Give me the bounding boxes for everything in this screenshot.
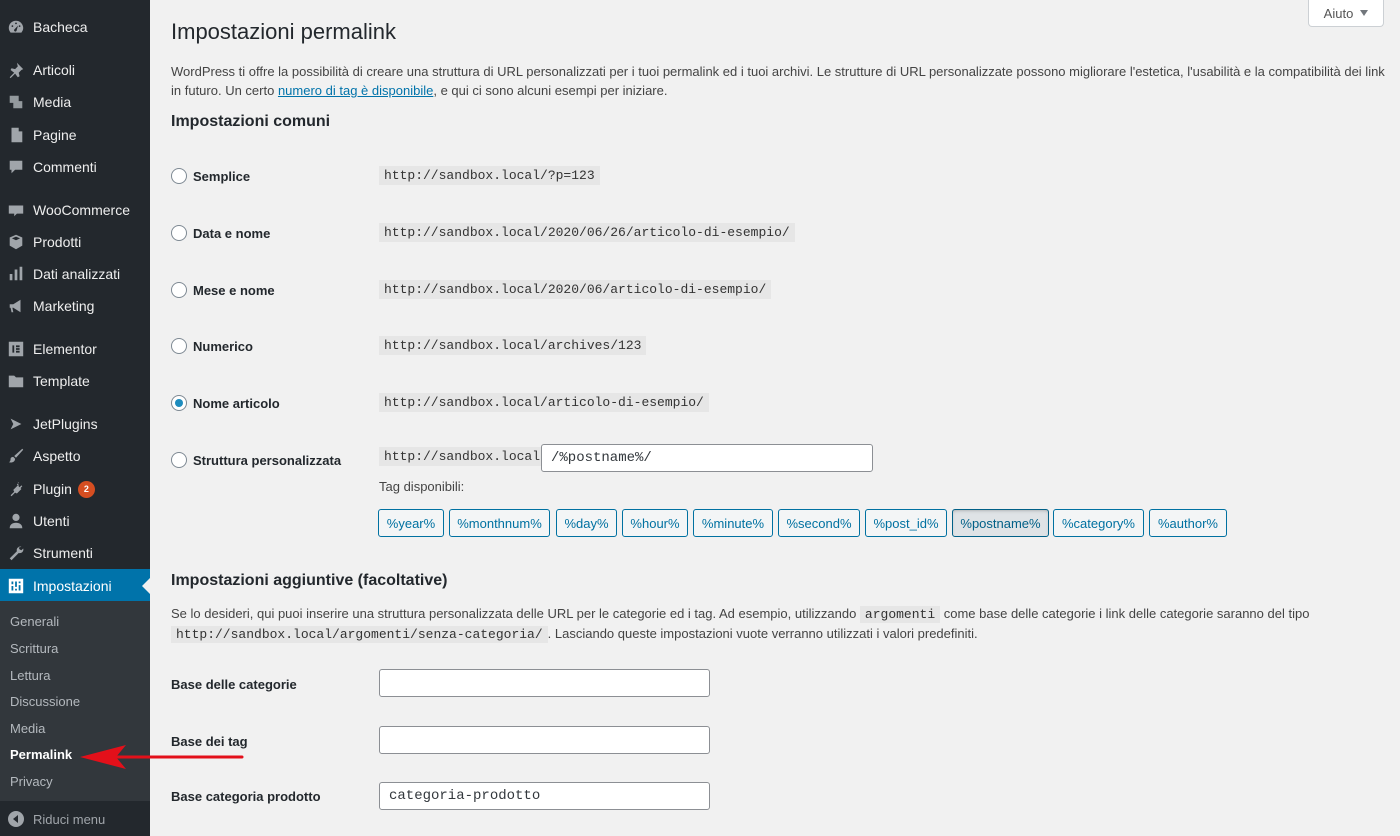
radio-numerico[interactable] bbox=[171, 338, 187, 354]
submenu-discussione[interactable]: Discussione bbox=[10, 694, 81, 709]
menu-item-pagine[interactable] bbox=[0, 119, 150, 151]
menu-label: Dati analizzati bbox=[33, 266, 121, 282]
megaphone-icon bbox=[7, 297, 25, 315]
collapse-menu-button[interactable] bbox=[0, 802, 150, 836]
menu-item-impostazioni[interactable] bbox=[0, 569, 150, 602]
submenu-lettura[interactable]: Lettura bbox=[10, 668, 51, 683]
available-tags-label: Tag disponibili: bbox=[379, 479, 465, 494]
menu-item-bacheca[interactable] bbox=[0, 11, 150, 43]
menu-label: Utenti bbox=[33, 513, 70, 529]
menu-item-woocommerce[interactable] bbox=[0, 194, 150, 226]
jetplugins-icon bbox=[7, 415, 25, 433]
menu-label: Aspetto bbox=[33, 448, 81, 464]
brush-icon bbox=[7, 447, 25, 465]
optional-settings-title: Impostazioni aggiuntive (facoltative) bbox=[171, 572, 448, 589]
category-base-label: Base delle categorie bbox=[171, 677, 297, 692]
tag-button-year[interactable]: %year% bbox=[378, 509, 444, 537]
collapse-arrow-icon bbox=[8, 811, 24, 827]
active-menu-pointer bbox=[142, 578, 150, 594]
menu-label: Bacheca bbox=[33, 19, 88, 35]
radio-struttura-personalizzata[interactable] bbox=[171, 452, 187, 468]
intro-text-part2: , e qui ci sono alcuni esempi per iniziare. bbox=[433, 83, 668, 98]
custom-structure-prefix: http://sandbox.local bbox=[379, 447, 545, 466]
tag-button-post-id[interactable]: %post_id% bbox=[865, 509, 947, 537]
option-label: Semplice bbox=[193, 168, 251, 184]
menu-item-media[interactable] bbox=[0, 86, 150, 118]
menu-label: JetPlugins bbox=[33, 416, 98, 432]
option-row-struttura-personalizzata bbox=[171, 448, 342, 472]
option-row-nome-articolo bbox=[171, 391, 280, 415]
menu-label: Pagine bbox=[33, 127, 77, 143]
code-argomenti: argomenti bbox=[860, 606, 940, 623]
radio-data-e-nome[interactable] bbox=[171, 225, 187, 241]
option-row-semplice bbox=[171, 164, 251, 188]
caret-down-icon bbox=[1360, 10, 1368, 16]
tag-button-monthnum[interactable]: %monthnum% bbox=[449, 509, 550, 537]
box-icon bbox=[7, 233, 25, 251]
submenu-privacy[interactable]: Privacy bbox=[10, 774, 53, 789]
tag-button-day[interactable]: %day% bbox=[556, 509, 617, 537]
intro-text-part1: WordPress ti offre la possibilità di creare una struttura di URL personalizzati per i tuoi permalink ed i tuoi archivi. Le strutture di URL personalizzate possono migliorare l'estetica, l'usabilità e la compatibilità dei link in futuro. Un certo bbox=[171, 64, 1385, 98]
option-label: Mese e nome bbox=[193, 282, 275, 298]
menu-label: Strumenti bbox=[33, 545, 93, 561]
option-row-numerico bbox=[171, 334, 253, 358]
comment-icon bbox=[7, 158, 25, 176]
menu-item-elementor[interactable] bbox=[0, 333, 150, 365]
menu-item-jetplugins[interactable] bbox=[0, 408, 150, 440]
page-title: Impostazioni permalink bbox=[171, 19, 396, 44]
option-row-mese-e-nome bbox=[171, 278, 275, 302]
menu-item-dati-analizzati[interactable] bbox=[0, 258, 150, 290]
submenu-generali[interactable]: Generali bbox=[10, 614, 60, 629]
menu-item-commenti[interactable] bbox=[0, 151, 150, 183]
option-label: Struttura personalizzata bbox=[193, 452, 342, 468]
menu-label: Impostazioni bbox=[33, 577, 112, 594]
menu-label: Media bbox=[33, 94, 72, 110]
example-url: http://sandbox.local/articolo-di-esempio/ bbox=[379, 393, 709, 412]
tag-button-category[interactable]: %category% bbox=[1053, 509, 1144, 537]
available-tags-link[interactable]: numero di tag è disponibile bbox=[277, 83, 434, 98]
woocommerce-icon bbox=[7, 201, 25, 219]
menu-item-strumenti[interactable] bbox=[0, 537, 150, 569]
menu-label: Template bbox=[33, 373, 90, 389]
example-url: http://sandbox.local/archives/123 bbox=[379, 336, 646, 355]
radio-nome-articolo[interactable] bbox=[171, 395, 187, 411]
menu-label: Plugin bbox=[33, 481, 72, 497]
menu-item-articoli[interactable] bbox=[0, 54, 150, 86]
example-url: http://sandbox.local/2020/06/articolo-di-esempio/ bbox=[379, 280, 771, 299]
bar-chart-icon bbox=[7, 265, 25, 283]
help-tab-button[interactable] bbox=[1308, 0, 1384, 27]
option-label: Numerico bbox=[193, 338, 253, 354]
tag-base-input[interactable] bbox=[379, 726, 710, 754]
admin-sidebar bbox=[0, 0, 150, 836]
menu-label: Marketing bbox=[33, 298, 95, 314]
menu-label: Elementor bbox=[33, 341, 97, 357]
menu-label: Commenti bbox=[33, 159, 97, 175]
product-category-base-label: Base categoria prodotto bbox=[171, 789, 321, 804]
help-label: Aiuto bbox=[1323, 5, 1354, 21]
tag-button-minute[interactable]: %minute% bbox=[693, 509, 773, 537]
desc-part3: . Lasciando queste impostazioni vuote verranno utilizzati i valori predefiniti. bbox=[547, 626, 978, 641]
tag-button-hour[interactable]: %hour% bbox=[622, 509, 688, 537]
desc-part2: come base delle categorie i link delle categorie saranno del tipo bbox=[940, 606, 1310, 621]
desc-part1: Se lo desideri, qui puoi inserire una struttura personalizzata delle URL per le categorie ed i tag. Ad esempio, utilizzando bbox=[171, 606, 860, 621]
folder-icon bbox=[7, 372, 25, 390]
product-category-base-input[interactable]: categoria-prodotto bbox=[379, 782, 710, 810]
menu-item-marketing[interactable] bbox=[0, 290, 150, 322]
menu-item-template[interactable] bbox=[0, 365, 150, 397]
collapse-label: Riduci menu bbox=[33, 811, 106, 827]
option-row-data-e-nome bbox=[171, 221, 271, 245]
user-icon bbox=[7, 512, 25, 530]
menu-label: Articoli bbox=[33, 62, 76, 78]
wrench-icon bbox=[7, 544, 25, 562]
settings-icon bbox=[7, 577, 25, 595]
submenu-permalink[interactable]: Permalink bbox=[10, 747, 73, 762]
code-example-url: http://sandbox.local/argomenti/senza-categoria/ bbox=[171, 626, 548, 643]
submenu-scrittura[interactable]: Scrittura bbox=[10, 641, 59, 656]
radio-mese-e-nome[interactable] bbox=[171, 282, 187, 298]
submenu-media[interactable]: Media bbox=[10, 721, 46, 736]
intro-text bbox=[171, 62, 1386, 100]
menu-label: Prodotti bbox=[33, 234, 82, 250]
main-content bbox=[150, 0, 1400, 836]
tag-button-author[interactable]: %author% bbox=[1149, 509, 1227, 537]
tag-base-label: Base dei tag bbox=[171, 734, 248, 749]
menu-item-aspetto[interactable] bbox=[0, 440, 150, 472]
plugin-icon bbox=[7, 480, 25, 498]
menu-item-utenti[interactable] bbox=[0, 505, 150, 537]
menu-item-plugin[interactable] bbox=[0, 473, 150, 505]
page-icon bbox=[7, 126, 25, 144]
option-label: Data e nome bbox=[193, 225, 271, 241]
option-label: Nome articolo bbox=[193, 395, 280, 411]
media-icon bbox=[7, 93, 25, 111]
pin-icon bbox=[7, 61, 25, 79]
menu-label: WooCommerce bbox=[33, 202, 130, 218]
custom-structure-input[interactable]: /%postname%/ bbox=[541, 444, 873, 472]
radio-semplice[interactable] bbox=[171, 168, 187, 184]
elementor-icon bbox=[7, 340, 25, 358]
dashboard-icon bbox=[7, 18, 25, 36]
tag-button-second[interactable]: %second% bbox=[778, 509, 860, 537]
example-url: http://sandbox.local/2020/06/26/articolo-di-esempio/ bbox=[379, 223, 795, 242]
category-base-input[interactable] bbox=[379, 669, 710, 697]
update-count-badge: 2 bbox=[78, 481, 95, 498]
example-url: http://sandbox.local/?p=123 bbox=[379, 166, 600, 185]
tag-button-postname[interactable]: %postname% bbox=[952, 509, 1049, 537]
optional-settings-description bbox=[171, 604, 1386, 644]
common-settings-title: Impostazioni comuni bbox=[171, 113, 331, 130]
menu-item-prodotti[interactable] bbox=[0, 226, 150, 258]
